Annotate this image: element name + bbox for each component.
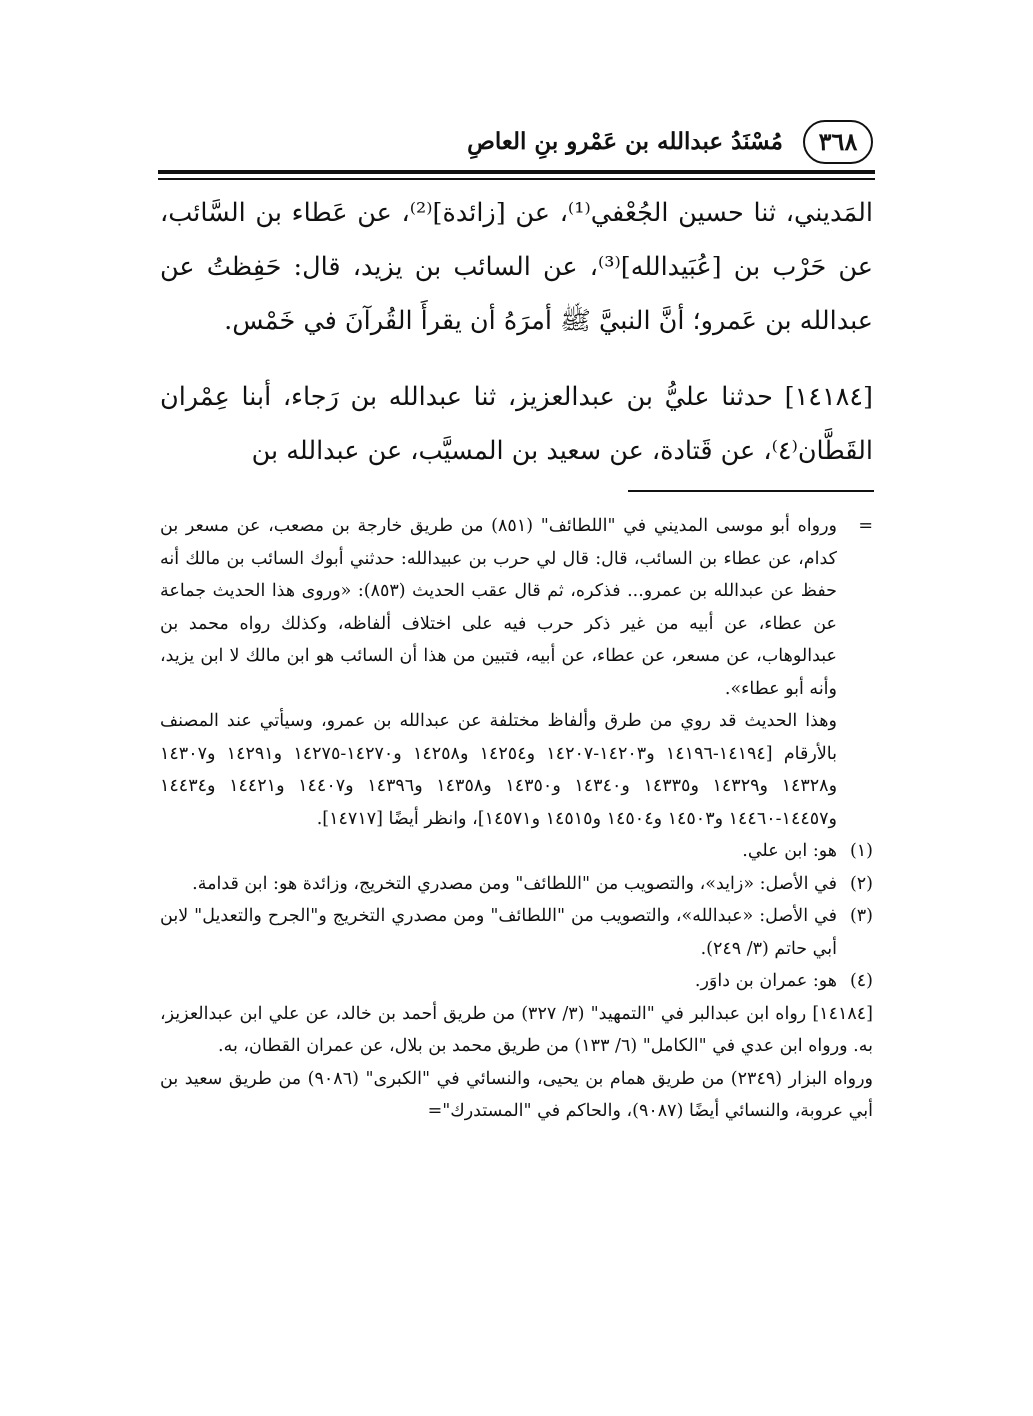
footnote-continuation bbox=[160, 510, 873, 835]
footnote bbox=[160, 868, 873, 901]
footnote-text: في الأصل: «عبدالله»، والتصويب من "اللطائف" ومن مصدري التخريج و"الجرح والتعديل" لابن أبي حاتم (٣/ ٢٤٩). bbox=[160, 906, 837, 959]
footnote bbox=[160, 835, 873, 868]
footnote-mark: (٢) bbox=[849, 873, 873, 894]
page-header bbox=[160, 118, 873, 166]
footnote-text: ورواه أبو موسى المديني في "اللطائف" (٨٥١) من طريق خارجة بن مصعب، عن مسعر بن كدام، عن عطاء بن السائب، قال: قال لي حرب بن عبيدالله: حدثني أبوك السائب بن مالك أنه حفظ عن عبدالله بن عمرو... فذكره، ثم قال عقب الحديث (٨٥٣): «وروى هذا الحديث جماعة عن عطاء، عن أبيه من غير ذكر حرب فيه على اختلاف ألفاظه، وكذلك رواه محمد بن عبدالوهاب، عن مسعر، عن عطاء، عن أبيه، فتبين من هذا أن السائب هو ابن مالك لا ابن يزيد، وأنه أبو عطاء». bbox=[160, 516, 837, 699]
main-text bbox=[160, 186, 873, 478]
footnote-mark: (٤) bbox=[849, 971, 873, 991]
running-title: مُسْنَدُ عبدالله بن عَمْرو بنِ العاصِ bbox=[467, 128, 783, 155]
footnote-text: في الأصل: «زايد»، والتصويب من "اللطائف" ومن مصدري التخريج، وزائدة هو: ابن قدامة. bbox=[192, 873, 837, 894]
main-paragraph: [١٤١٨٤] حدثنا عليُّ بن عبدالعزيز، ثنا عبدالله بن رَجاء، أبنا عِمْران القَطَّان⁽٤⁾، عن قَتادة، عن سعيد بن المسيَّب، عن عبدالله بن bbox=[160, 382, 873, 466]
footnotes bbox=[160, 510, 873, 1128]
header-rule-thick bbox=[158, 170, 875, 174]
page-number: ٣٦٨ bbox=[803, 120, 873, 164]
takhrij-note: ورواه البزار (٢٣٤٩) من طريق همام بن يحيى، والنسائي في "الكبرى" (٩٠٨٦) من طريق سعيد بن أبي عروبة، والنسائي أيضًا (٩٠٨٧)، والحاكم في "المستدرك"= bbox=[160, 1068, 873, 1121]
takhrij-note: [١٤١٨٤] رواه ابن عبدالبر في "التمهيد" (٣/ ٣٢٧) من طريق أحمد بن خالد، عن علي ابن عبدالعزيز، به. ورواه ابن عدي في "الكامل" (٦/ ١٣٣) من طريق محمد بن بلال، عن عمران القطان، به. bbox=[160, 1003, 873, 1056]
footnote-mark: (٣) bbox=[849, 906, 873, 926]
footnote bbox=[160, 900, 873, 965]
footnote-mark: (١) bbox=[849, 841, 873, 861]
footnote-separator bbox=[628, 490, 874, 492]
header-rule-thin bbox=[158, 178, 875, 180]
continuation-mark: = bbox=[858, 516, 873, 536]
footnote bbox=[160, 965, 873, 998]
footnote-text: هو: عمران بن داوَر. bbox=[694, 971, 837, 991]
footnote-text: وهذا الحديث قد روي من طرق وألفاظ مختلفة عن عبدالله بن عمرو، وسيأتي عند المصنف بالأرقام [١٤١٩٤-١٤١٩٦ و١٤٢٠٣-١٤٢٠٧ و١٤٢٥٤ و١٤٢٥٨ و١٤٢٧٠-١٤٢٧٥ و١٤٢٩١ و١٤٣٠٧ و١٤٣٢٨ و١٤٣٢٩ و١٤٣٣٥ و١٤٣٤٠ و١٤٣٥٠ و١٤٣٥٨ و١٤٣٩٦ و١٤٤٠٧ و١٤٤٢١ و١٤٤٣٤ و١٤٤٥٧-١٤٤٦٠ و١٤٥٠٣ و١٤٥٠٤ و١٤٥١٥ و١٤٥٧١]، وانظر أيضًا [١٤٧١٧]. bbox=[160, 711, 838, 829]
main-paragraph: المَديني، ثنا حسين الجُعْفي⁽¹⁾، عن [زائدة]⁽²⁾، عن عَطاء بن السَّائب، عن حَرْب بن [عُبَيدالله]⁽³⁾، عن السائب بن يزيد، قال: حَفِظتُ عن عبدالله بن عَمرو؛ أنَّ النبيَّ ﷺ أمرَهُ أن يقرأَ القُرآنَ في خَمْس. bbox=[160, 198, 873, 336]
footnote-text: هو: ابن علي. bbox=[742, 841, 837, 861]
